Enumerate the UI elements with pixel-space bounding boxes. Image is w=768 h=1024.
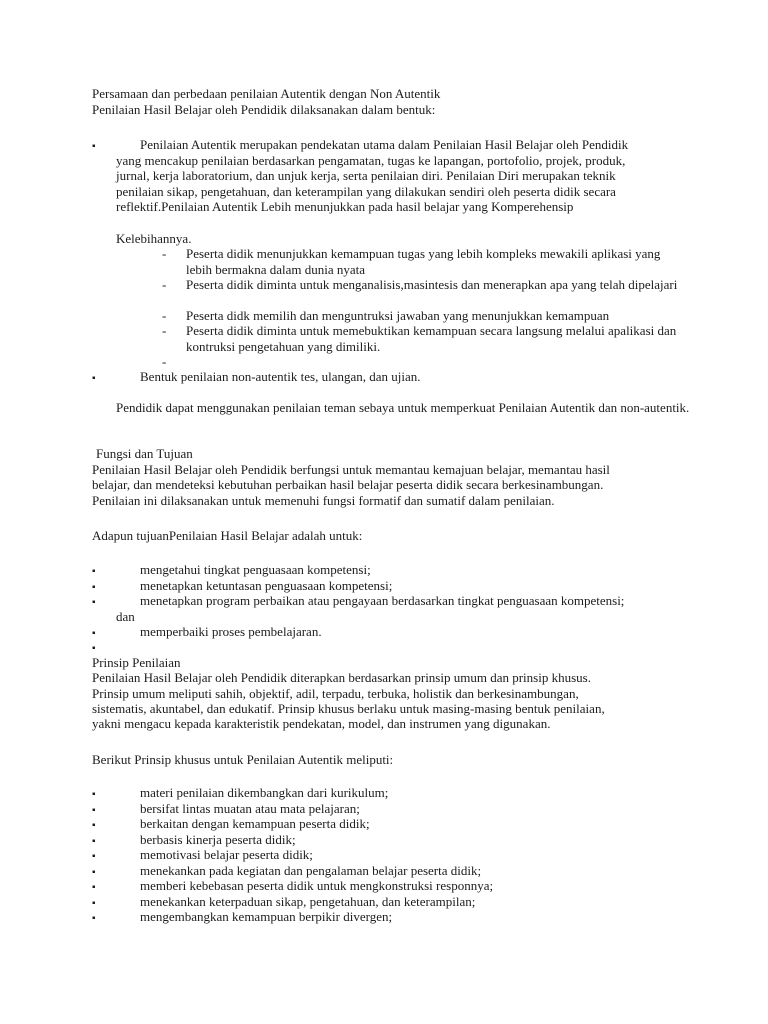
khusus-item: bersifat lintas muatan atau mata pelajaran; — [140, 801, 360, 816]
dash-marker: - — [162, 308, 167, 323]
bullet-marker: ▪ — [92, 582, 96, 593]
tujuan-intro: Adapun tujuanPenilaian Hasil Belajar adalah untuk: — [92, 528, 363, 543]
fungsi-heading: Fungsi dan Tujuan — [96, 446, 193, 461]
autentik-line: penilaian sikap, pengetahuan, dan keterampilan yang dilakukan sendiri oleh peserta didik secara — [116, 184, 616, 199]
kelebihan-item: Peserta didik diminta untuk menganalisis,masintesis dan menerapkan apa yang telah dipelajari — [186, 277, 678, 292]
autentik-first-line: Penilaian Autentik merupakan pendekatan utama dalam Penilaian Hasil Belajar oleh Pendidik — [140, 137, 629, 152]
bullet-marker: ▪ — [92, 373, 96, 384]
prinsip-line: sistematis, akuntabel, dan edukatif. Prinsip khusus berlaku untuk masing-masing bentuk penilaian, — [92, 701, 605, 716]
kelebihan-item: Peserta didik menunjukkan kemampuan tugas yang lebih kompleks mewakili aplikasi yang lebih bermakna dalam dunia nyata — [186, 246, 661, 277]
bullet-marker: ▪ — [92, 836, 96, 847]
khusus-item: berbasis kinerja peserta didik; — [140, 832, 296, 847]
kelebihan-item: Peserta didik diminta untuk memebuktikan kemampuan secara langsung melalui apalikasi dan kontruksi pengetahuan yang dimiliki. — [186, 323, 677, 354]
khusus-item: materi penilaian dikembangkan dari kurikulum; — [140, 785, 389, 800]
dash-marker: - — [162, 323, 167, 338]
khusus-item: menekankan pada kegiatan dan pengalaman belajar peserta didik; — [140, 863, 482, 878]
intro-text: Penilaian Hasil Belajar oleh Pendidik dilaksanakan dalam bentuk: — [92, 102, 436, 117]
document-title: Persamaan dan perbedaan penilaian Autentik dengan Non Autentik — [92, 86, 441, 101]
bullet-marker: ▪ — [92, 566, 96, 577]
fungsi-line: Penilaian Hasil Belajar oleh Pendidik berfungsi untuk memantau kemajuan belajar, memantau hasil — [92, 462, 610, 477]
autentik-line: yang mencakup penilaian berdasarkan pengamatan, tugas ke lapangan, portofolio, projek, produk, — [116, 153, 626, 168]
khusus-item: memberi kebebasan peserta didik untuk mengkonstruksi responnya; — [140, 878, 494, 893]
dash-marker: - — [162, 277, 167, 292]
bullet-marker: ▪ — [92, 597, 96, 608]
dash-marker: - — [162, 354, 167, 369]
prinsip-heading: Prinsip Penilaian — [92, 655, 181, 670]
bullet-marker: ▪ — [92, 898, 96, 909]
bullet-marker: ▪ — [92, 789, 96, 800]
prinsip-line: yakni mengacu kepada karakteristik pendekatan, model, dan instrumen yang digunakan. — [92, 716, 551, 731]
khusus-item: berkaitan dengan kemampuan peserta didik; — [140, 816, 370, 831]
khusus-item: mengembangkan kemampuan berpikir divergen; — [140, 909, 393, 924]
dash-marker: - — [162, 246, 167, 261]
fungsi-line: belajar, dan mendeteksi kebutuhan perbaikan hasil belajar peserta didik secara berkesinambungan. — [92, 477, 604, 492]
khusus-item: menekankan keterpaduan sikap, pengetahuan, dan keterampilan; — [140, 894, 476, 909]
kelebihan-label: Kelebihannya. — [116, 231, 192, 246]
bullet-marker: ▪ — [92, 851, 96, 862]
autentik-line: reflektif.Penilaian Autentik Lebih menunjukkan pada hasil belajar yang Komperehensip — [116, 199, 574, 214]
khusus-item: memotivasi belajar peserta didik; — [140, 847, 313, 862]
bullet-marker: ▪ — [92, 643, 96, 654]
bullet-marker: ▪ — [92, 913, 96, 924]
bullet-marker: ▪ — [92, 882, 96, 893]
bullet-marker: ▪ — [92, 820, 96, 831]
tujuan-cont: dan — [116, 609, 135, 624]
kelebihan-item: Peserta didk memilih dan menguntruksi jawaban yang menunjukkan kemampuan — [186, 308, 610, 323]
prinsip-line: Prinsip umum meliputi sahih, objektif, adil, terpadu, terbuka, holistik dan berkesinambungan, — [92, 686, 579, 701]
non-autentik-text: Bentuk penilaian non-autentik tes, ulangan, dan ujian. — [140, 369, 421, 384]
tujuan-item: menetapkan ketuntasan penguasaan kompetensi; — [140, 578, 393, 593]
bullet-marker: ▪ — [92, 805, 96, 816]
tujuan-item: mengetahui tingkat penguasaan kompetensi; — [140, 562, 371, 577]
prinsip-line: Penilaian Hasil Belajar oleh Pendidik diterapkan berdasarkan prinsip umum dan prinsip khusus. — [92, 670, 591, 685]
bullet-marker: ▪ — [92, 141, 96, 152]
autentik-line: jurnal, kerja laboratorium, dan unjuk kerja, serta penilaian diri. Penilaian Diri merupakan teknik — [116, 168, 616, 183]
non-autentik-note: Pendidik dapat menggunakan penilaian teman sebaya untuk memperkuat Penilaian Autentik dan non-autentik. — [116, 400, 690, 415]
tujuan-item: menetapkan program perbaikan atau pengayaan berdasarkan tingkat penguasaan kompetensi; — [140, 593, 625, 608]
bullet-marker: ▪ — [92, 628, 96, 639]
bullet-marker: ▪ — [92, 867, 96, 878]
fungsi-line: Penilaian ini dilaksanakan untuk memenuhi fungsi formatif dan sumatif dalam penilaian. — [92, 493, 555, 508]
tujuan-item: memperbaiki proses pembelajaran. — [140, 624, 322, 639]
khusus-intro: Berikut Prinsip khusus untuk Penilaian Autentik meliputi: — [92, 752, 394, 767]
